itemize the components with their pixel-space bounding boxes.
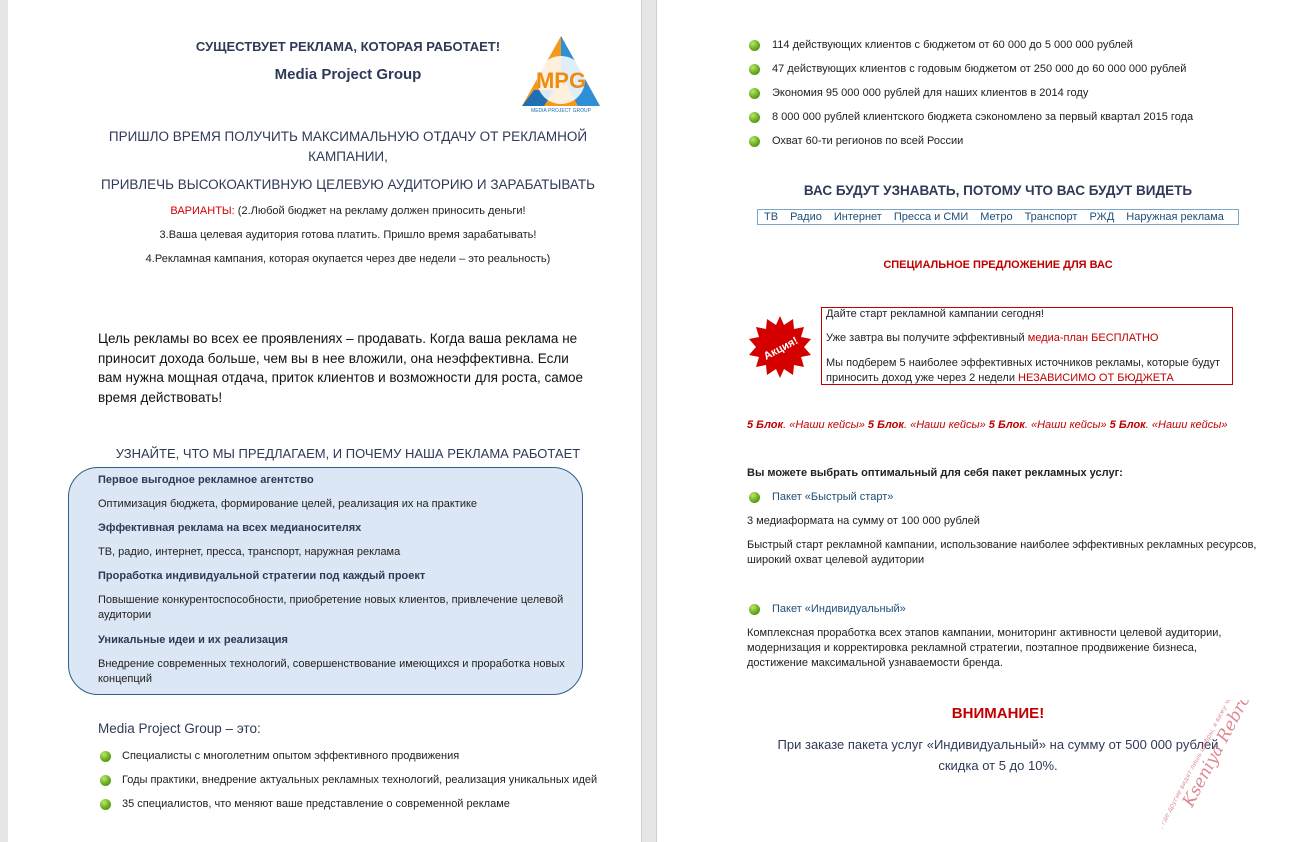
package-fast-line: 3 медиаформата на сумму от 100 000 рублей [747, 515, 980, 527]
feature-3-title: Проработка индивидуальной стратегии под каждый проект [98, 570, 426, 582]
variant-2: 3.Ваша целевая аудитория готова платить. Пришло время зарабатывать! [159, 229, 537, 241]
cases-block-1: 5 Блок [747, 419, 784, 431]
stat-3: Экономия 95 000 000 рублей для наших клиентов в 2014 году [772, 87, 1089, 99]
seen-heading: ВАС БУДУТ УЗНАВАТЬ, ПОТОМУ ЧТО ВАС БУДУТ ВИДЕТЬ [803, 183, 1193, 198]
feature-2-text: ТВ, радио, интернет, пресса, транспорт, наружная реклама [98, 546, 401, 558]
attention-line-2: скидка от 5 до 10%. [938, 758, 1058, 773]
package-individual-name: Пакет «Индивидуальный» [772, 603, 906, 615]
package-individual-desc-2: модернизация и корректировка рекламной стратегии, поэтапное продвижение бизнеса, [747, 642, 1197, 654]
media-radio: Радио [790, 211, 822, 223]
package-fast-desc-1: Быстрый старт рекламной кампании, использование наиболее эффективных рекламных ресурсов, [747, 539, 1257, 551]
watermark-stamp [1162, 700, 1297, 842]
media-rzd: РЖД [1089, 211, 1115, 223]
choose-heading: Вы можете выбрать оптимальный для себя пакет рекламных услуг: [747, 467, 1123, 479]
watermark-tagline: Там, где другие видят лишь цифры, я вижу [1162, 703, 1229, 841]
company-name: Media Project Group [274, 66, 422, 83]
media-press: Пресса и СМИ [893, 211, 969, 223]
promo-line-4b: НЕЗАВИСИМО ОТ БЮДЖЕТА [1018, 372, 1174, 384]
about-item-2: Годы практики, внедрение актуальных рекламных технологий, реализация уникальных идей [122, 774, 598, 786]
promo-line-1: Дайте старт рекламной кампании сегодня! [826, 308, 1044, 320]
media-metro: Метро [980, 211, 1013, 223]
variant-3: 4.Рекламная кампания, которая окупается через две недели – это реальность) [145, 253, 551, 265]
package-individual-desc-1: Комплексная проработка всех этапов кампании, мониторинг активности целевой аудитории, [747, 627, 1222, 639]
stat-5: Охват 60-ти регионов по всей России [772, 135, 964, 147]
cases-text-3: . «Наши кейсы» [1024, 419, 1110, 431]
variant-1: (2.Любой бюджет на рекламу должен приносить деньги! [234, 205, 526, 217]
package-individual-desc-3: достижение максимальной узнаваемости бренда. [747, 657, 1003, 669]
badge-burst-icon [749, 316, 811, 378]
media-channels-bar [757, 209, 1239, 225]
offer-heading: УЗНАЙТЕ, ЧТО МЫ ПРЕДЛАГАЕМ, И ПОЧЕМУ НАША РЕКЛАМА РАБОТАЕТ [115, 446, 581, 461]
cases-text-2: . «Наши кейсы» [903, 419, 989, 431]
feature-4-title: Уникальные идеи и их реализация [98, 634, 288, 646]
bullet-icon [749, 88, 760, 99]
cases-text-4: . «Наши кейсы» [1145, 419, 1228, 431]
cases-block-3: 5 Блок [988, 419, 1025, 431]
feature-2-title: Эффективная реклама на всех медианосителях [98, 522, 362, 534]
package-fast-desc-2: широкий охват целевой аудитории [747, 554, 925, 566]
media-transport: Транспорт [1024, 211, 1078, 223]
document-page-left [8, 0, 642, 842]
special-heading: СПЕЦИАЛЬНОЕ ПРЕДЛОЖЕНИЕ ДЛЯ ВАС [883, 259, 1113, 271]
intro-paragraph: Цель рекламы во всех ее проявлениях – продавать. Когда ваша реклама не приносит дохода больше, чем вы в нее вложили, она неэффективна. Если вам нужна мощная отдача, приток клиентов и возможности для роста, самое время действовать! [98, 331, 584, 405]
feature-3-text-1: Повышение конкурентоспособности, приобретение новых клиентов, привлечение целевой [98, 594, 564, 606]
lead-line-2: КАМПАНИИ, [308, 149, 388, 164]
about-item-3: 35 специалистов, что меняют ваше представление о современной рекламе [122, 798, 510, 810]
promo-badge [749, 316, 811, 378]
promo-line-4 [826, 371, 1174, 386]
media-outdoor: Наружная реклама [1126, 211, 1224, 223]
feature-1-text: Оптимизация бюджета, формирование целей, реализация их на практике [98, 498, 478, 510]
promo-line-2 [826, 331, 1158, 346]
about-item-1: Специалисты с многолетним опытом эффективного продвижения [122, 750, 460, 762]
cases-line [747, 418, 1228, 433]
document-page-right [656, 0, 1297, 842]
bullet-icon [100, 751, 111, 762]
promo-line-3: Мы подберем 5 наиболее эффективных источников рекламы, которые будут [826, 357, 1221, 369]
bullet-icon [749, 64, 760, 75]
bullet-icon [749, 40, 760, 51]
stat-1: 114 действующих клиентов с бюджетом от 60 000 до 5 000 000 рублей [772, 39, 1133, 51]
lead-line-3: ПРИВЛЕЧЬ ВЫСОКОАКТИВНУЮ ЦЕЛЕВУЮ АУДИТОРИЮ И ЗАРАБАТЫВАТЬ [101, 177, 595, 192]
variants-label: ВАРИАНТЫ: [170, 205, 235, 217]
cases-text-1: . «Наши кейсы» [783, 419, 868, 431]
badge-text: Акция! [761, 334, 801, 363]
lead-line-1: ПРИШЛО ВРЕМЯ ПОЛУЧИТЬ МАКСИМАЛЬНУЮ ОТДАЧУ ОТ РЕКЛАМНОЙ [108, 129, 588, 144]
feature-4-text-2: концепций [98, 673, 152, 685]
company-logo [520, 34, 602, 116]
watermark-graphic [1162, 700, 1297, 842]
bullet-icon [749, 136, 760, 147]
feature-4-text-1: Внедрение современных технологий, совершенствование имеющихся и проработка новых [98, 658, 565, 670]
variants-line-1 [8, 204, 642, 219]
bullet-icon [749, 492, 760, 503]
logo-graphic [520, 34, 602, 116]
bullet-icon [100, 799, 111, 810]
promo-line-2a: Уже завтра вы получите эффективный [826, 332, 1028, 344]
feature-1-title: Первое выгодное рекламное агентство [98, 474, 314, 486]
stat-2: 47 действующих клиентов с годовым бюджетом от 250 000 до 60 000 000 рублей [772, 63, 1187, 75]
headline: СУЩЕСТВУЕТ РЕКЛАМА, КОТОРАЯ РАБОТАЕТ! [195, 39, 501, 54]
promo-line-2b: медиа-план БЕСПЛАТНО [1027, 332, 1159, 344]
watermark-name: Kseniya Rebrova [1178, 700, 1265, 811]
attention-line-1: При заказе пакета услуг «Индивидуальный» на сумму от 500 000 рублей [777, 737, 1219, 752]
bullet-icon [100, 775, 111, 786]
feature-3-text-2: аудитории [98, 609, 152, 621]
media-internet: Интернет [833, 211, 882, 223]
bullet-icon [749, 112, 760, 123]
about-heading: Media Project Group – это: [98, 721, 261, 736]
logo-letters: MPG [535, 68, 587, 93]
bullet-icon [749, 604, 760, 615]
cases-block-2: 5 Блок [867, 419, 904, 431]
attention-heading: ВНИМАНИЕ! [951, 705, 1045, 722]
cases-block-4: 5 Блок [1109, 419, 1146, 431]
promo-line-4a: приносить доход уже через 2 недели [826, 372, 1019, 384]
media-tv: ТВ [764, 211, 779, 223]
logo-caption: MEDIA PROJECT GROUP [531, 108, 591, 114]
package-fast-name: Пакет «Быстрый старт» [772, 491, 894, 503]
stat-4: 8 000 000 рублей клиентского бюджета сэкономлено за первый квартал 2015 года [772, 111, 1194, 123]
